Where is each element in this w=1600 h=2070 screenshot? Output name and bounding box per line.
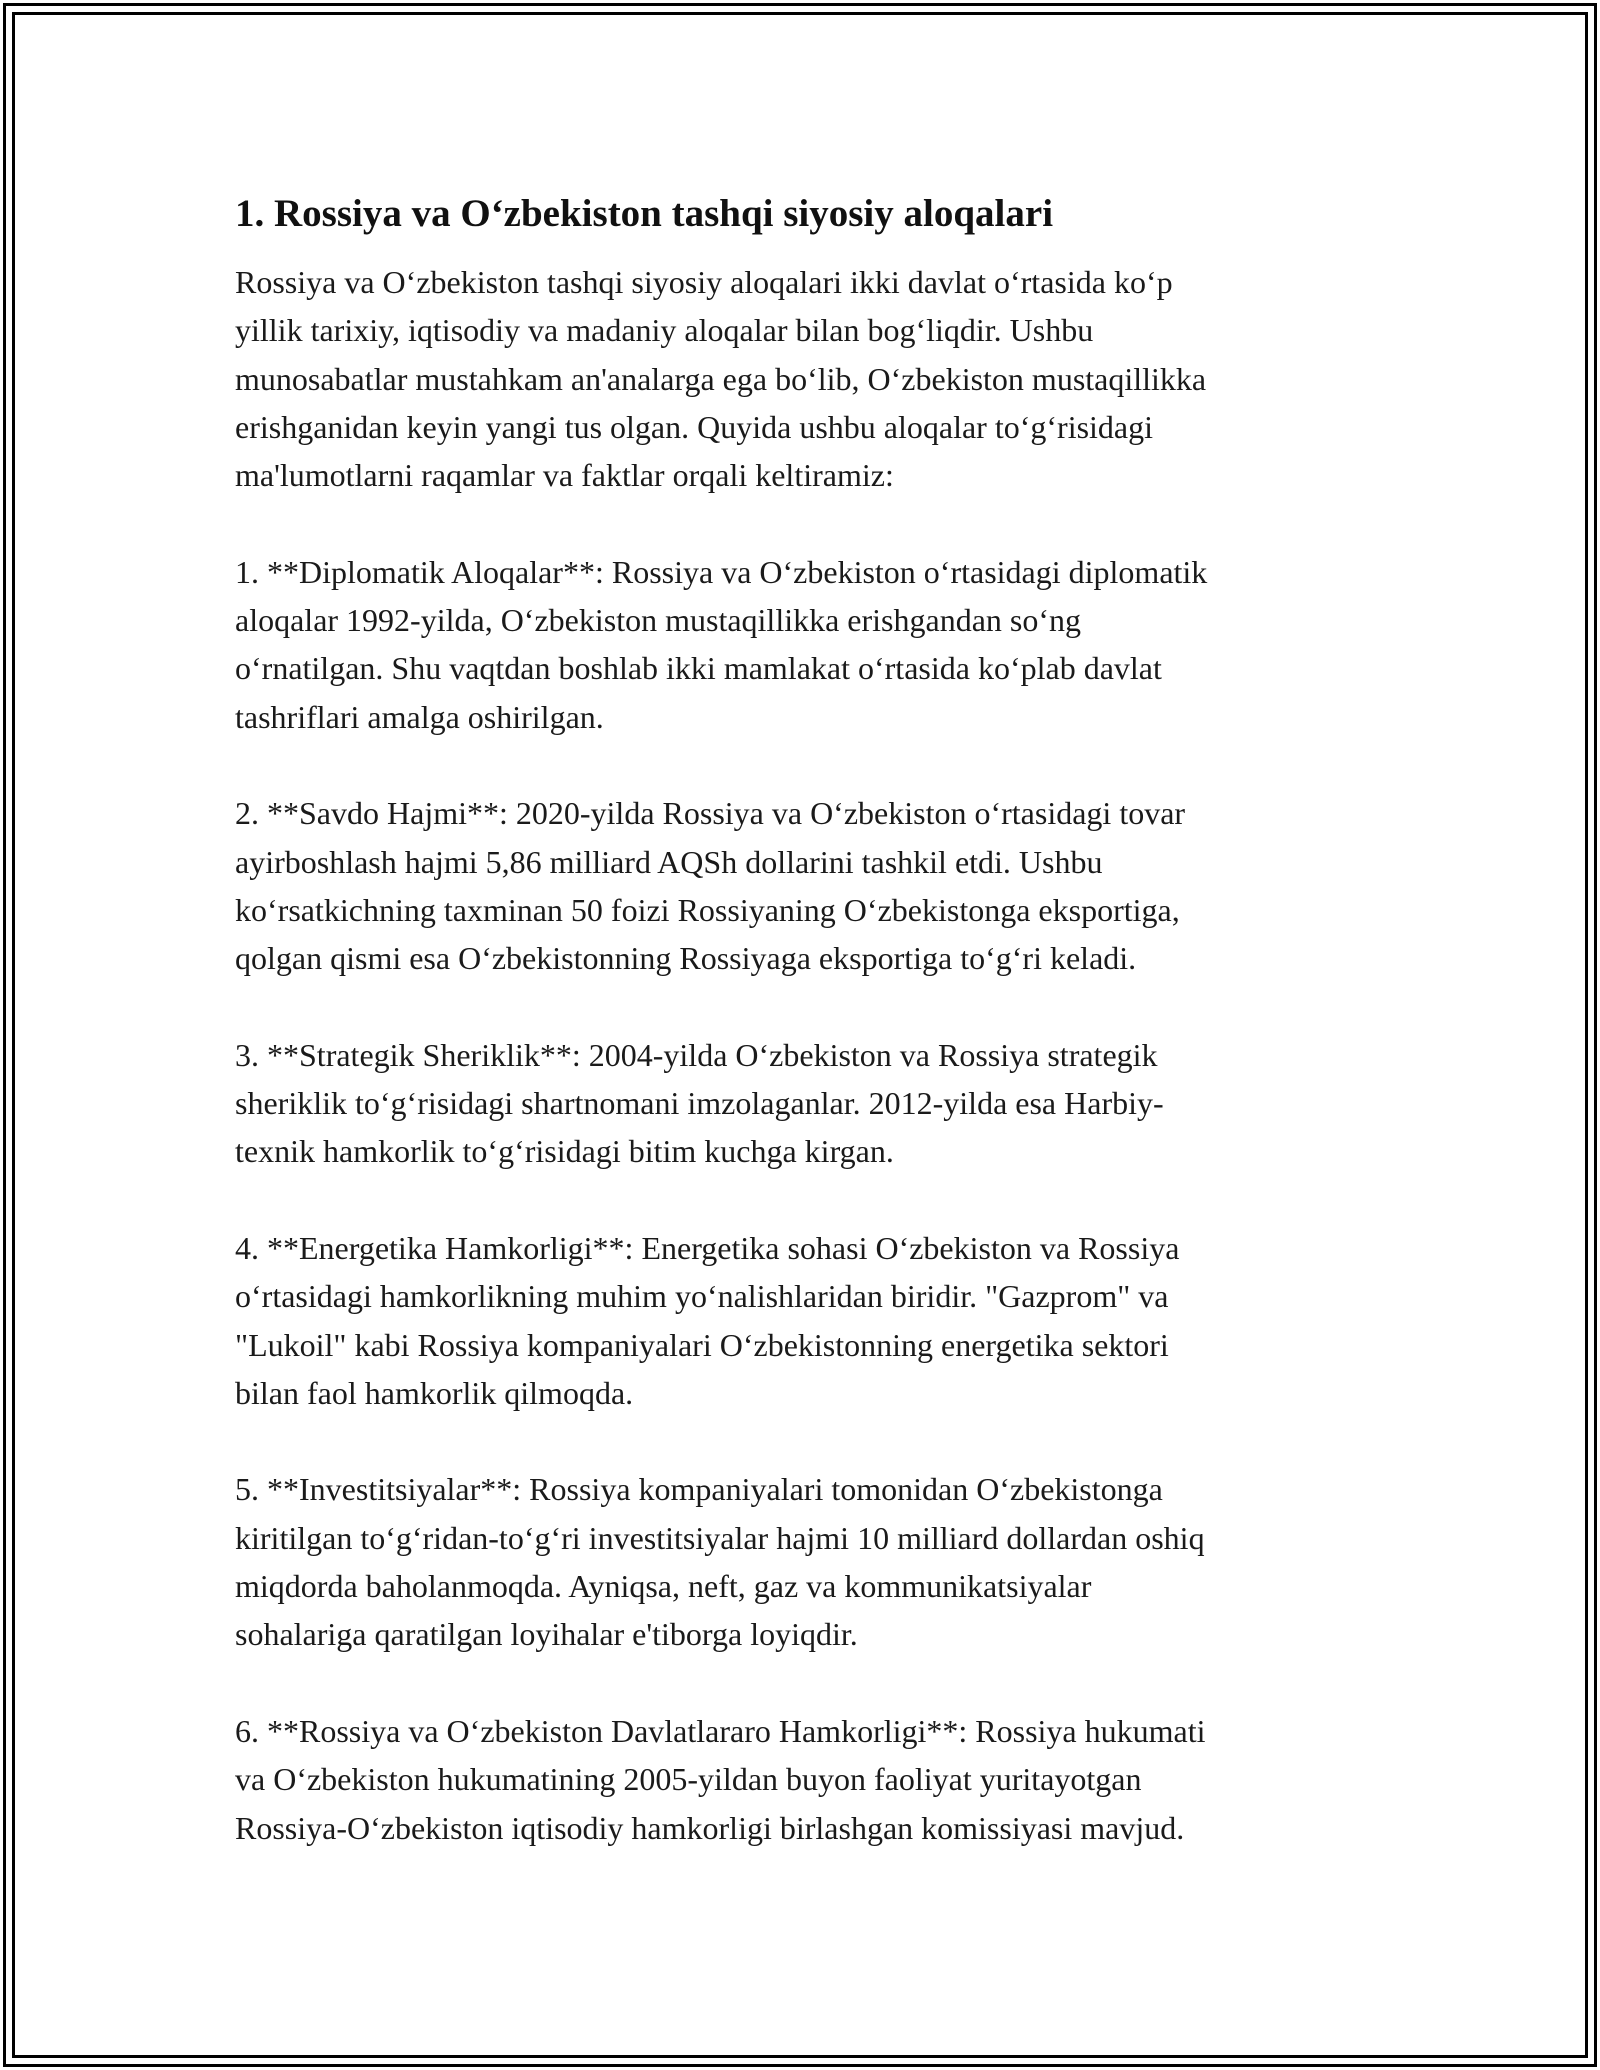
list-item-trade-volume: 2. **Savdo Hajmi**: 2020-yilda Rossiya va O‘zbekiston o‘rtasidagi tovar ayirboshlash hajmi 5,86 milliard AQSh dollarini tashkil etdi. Ushbu ko‘rsatkichning taxminan 50 foizi Rossiyaning O‘zbekistonga eksportiga, qolgan qismi esa O‘zbekistonning Rossiyaga eksportiga to‘g‘ri keladi. xyxy=(235,795,1186,977)
paragraph-gap xyxy=(235,982,1365,1030)
list-item-diplomatic-relations: 1. **Diplomatik Aloqalar**: Rossiya va O‘zbekiston o‘rtasidagi diplomatik aloqalar 1992-yilda, O‘zbekiston mustaqillikka erishgandan so‘ng o‘rnatilgan. Shu vaqtdan boshlab ikki mamlakat o‘rtasida ko‘plab davlat tashriflari amalga oshirilgan. xyxy=(235,553,1208,735)
paragraph-gap xyxy=(235,499,1365,547)
list-item-intergovernmental-cooperation: 6. **Rossiya va O‘zbekiston Davlatlararo Hamkorligi**: Rossiya hukumati va O‘zbekiston hukumatining 2005-yildan buyon faoliyat yuritayotgan Rossiya-O‘zbekiston iqtisodiy hamkorligi birlashgan komissiyasi mavjud. xyxy=(235,1712,1206,1846)
intro-paragraph: Rossiya va O‘zbekiston tashqi siyosiy aloqalari ikki davlat o‘rtasida ko‘p yillik tarixiy, iqtisodiy va madaniy aloqalar bilan bog‘liqdir. Ushbu munosabatlar mustahkam an'analarga ega bo‘lib, O‘zbekiston mustaqillikka erishganidan keyin yangi tus olgan. Quyida ushbu aloqalar to‘g‘risidagi ma'lumotlarni raqamlar va faktlar orqali keltiramiz: xyxy=(235,264,1207,494)
document-body xyxy=(235,190,1365,1852)
list-item-investments: 5. **Investitsiyalar**: Rossiya kompaniyalari tomonidan O‘zbekistonga kiritilgan to‘g‘ridan-to‘g‘ri investitsiyalar hajmi 10 milliard dollardan oshiq miqdorda baholanmoqda. Ayniqsa, neft, gaz va kommunikatsiyalar sohalariga qaratilgan loyihalar e'tiborga loyiqdir. xyxy=(235,1471,1205,1653)
list-item-energy-cooperation: 4. **Energetika Hamkorligi**: Energetika sohasi O‘zbekiston va Rossiya o‘rtasidagi hamkorlikning muhim yo‘nalishlaridan biridir. "Gazprom" va "Lukoil" kabi Rossiya kompaniyalari O‘zbekistonning energetika sektori bilan faol hamkorlik qilmoqda. xyxy=(235,1229,1180,1411)
paragraph-gap xyxy=(235,1417,1365,1465)
document-title: 1. Rossiya va O‘zbekiston tashqi siyosiy aloqalari xyxy=(235,192,1054,235)
list-item-strategic-partnership: 3. **Strategik Sheriklik**: 2004-yilda O‘zbekiston va Rossiya strategik sheriklik to‘g‘risidagi shartnomani imzolaganlar. 2012-yilda esa Harbiy- texnik hamkorlik to‘g‘risidagi bitim kuchga kirgan. xyxy=(235,1036,1164,1170)
paragraph-gap xyxy=(235,1176,1365,1224)
paragraph-gap xyxy=(235,741,1365,789)
paragraph-gap xyxy=(235,1659,1365,1707)
